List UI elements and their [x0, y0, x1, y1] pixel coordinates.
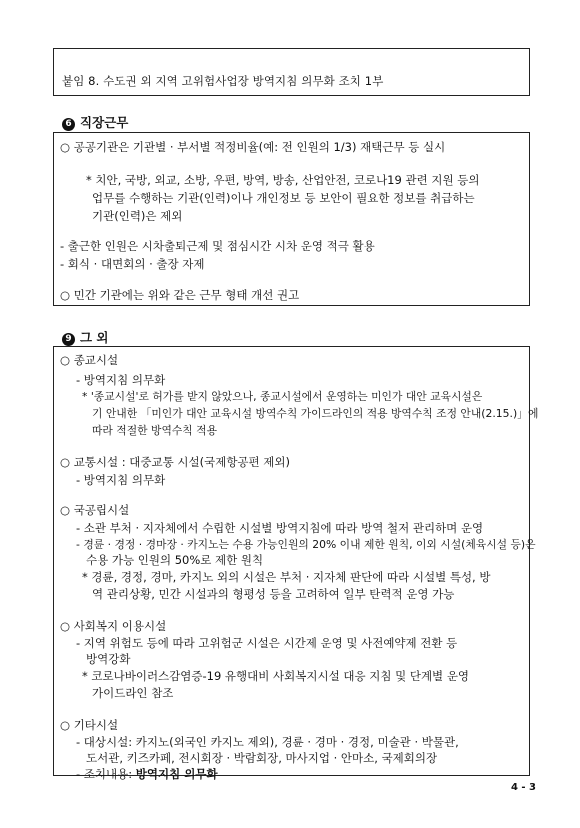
section-title-telework	[62, 113, 128, 131]
religion-line-2: * '종교시설'로 허가를 받지 않았으나, 종교시설에서 운영하는 미인가 대안 교육시설은	[82, 390, 483, 403]
transport-title: ○ 교통시설 : 대중교통 시설(국제항공편 제외)	[60, 455, 291, 469]
national-line-5: 역 관리상황, 민간 시설과의 형평성 등을 고려하여 일부 탄력적 운영 가능	[92, 587, 455, 601]
other-line-3-emphasis: 방역지침 의무화	[135, 767, 218, 781]
national-line-3: 수용 가능 인원의 50%로 제한 원칙	[86, 553, 264, 567]
welfare-title: ○ 사회복지 이용시설	[60, 619, 167, 633]
telework-commute: - 출근한 인원은 시차출퇴근제 및 점심시간 시차 운영 적극 활용	[60, 239, 375, 253]
religion-line-3: 기 안내한 「미인가 대안 교육시설 방역수칙 가이드라인의 적용 방역수칙 조정 안내(2.15.)」에	[92, 407, 539, 420]
welfare-line-2: 방역강화	[86, 652, 131, 666]
religion-line-4: 따라 적절한 방역수칙 적용	[92, 424, 218, 437]
national-line-4: * 경륜, 경정, 경마, 카지노 외의 시설은 부처 · 지자체 판단에 따라 시설별 특성, 방	[82, 570, 491, 584]
other-line-3	[76, 767, 218, 782]
telework-private: ○ 민간 기관에는 위와 같은 근무 형태 개선 권고	[60, 288, 300, 302]
religion-line-1: - 방역지침 의무화	[76, 373, 166, 387]
section-number-badge: 9	[62, 333, 75, 346]
section-title-text: 직장근무	[80, 115, 129, 130]
page-number: 4 - 3	[510, 782, 536, 793]
section-number-badge: 6	[62, 118, 75, 131]
attachment-title: 붙임 8. 수도권 외 지역 고위험사업장 방역지침 의무화 조치 1부	[62, 74, 384, 88]
other-line-3-prefix: - 조치내용:	[76, 767, 136, 781]
other-line-2: 도서관, 키즈카페, 전시회장 · 박람회장, 마사지업 · 안마소, 국제회의장	[86, 751, 438, 765]
attachment-header-box	[53, 48, 530, 96]
telework-exclusion-2: 업무를 수행하는 기관(인력)이나 개인정보 등 보안이 필요한 정보를 취급하는	[92, 191, 475, 205]
national-title: ○ 국공립시설	[60, 503, 130, 517]
welfare-line-1: - 지역 위험도 등에 따라 고위험군 시설은 시간제 운영 및 사전예약제 전환 등	[76, 636, 458, 650]
other-title: ○ 기타시설	[60, 718, 119, 732]
section-title-etc	[62, 328, 109, 346]
welfare-line-4: 가이드라인 참조	[92, 686, 174, 700]
welfare-line-3: * 코로나바이러스감염증-19 유행대비 사회복지시설 대응 지침 및 단계별 운영	[82, 669, 470, 683]
telework-meeting: - 회식 · 대면회의 · 출장 자제	[60, 257, 205, 271]
telework-box	[53, 132, 530, 306]
national-line-1: - 소관 부처 · 지자체에서 수립한 시설별 방역지침에 따라 방역 철저 관리하며 운영	[76, 521, 484, 535]
telework-exclusion-3: 기관(인력)은 제외	[92, 209, 183, 223]
other-line-1: - 대상시설: 카지노(외국인 카지노 제외), 경륜 · 경마 · 경정, 미술관 · 박물관,	[76, 735, 459, 749]
telework-exclusion-1: * 치안, 국방, 외교, 소방, 우편, 방역, 방송, 산업안전, 코로나19 관련 지원 등의	[86, 173, 480, 187]
national-line-2: - 경륜 · 경정 · 경마장 · 카지노는 수용 가능인원의 20% 이내 제한 원칙, 이외 시설(체육시설 등)은	[76, 538, 536, 551]
telework-public: ○ 공공기관은 기관별 · 부서별 적정비율(예: 전 인원의 1/3) 재택근무 등 실시	[60, 140, 446, 154]
section-title-text: 그 외	[80, 330, 109, 345]
transport-line-1: - 방역지침 의무화	[76, 473, 166, 487]
etc-box	[53, 346, 539, 781]
religion-title: ○ 종교시설	[60, 353, 119, 367]
